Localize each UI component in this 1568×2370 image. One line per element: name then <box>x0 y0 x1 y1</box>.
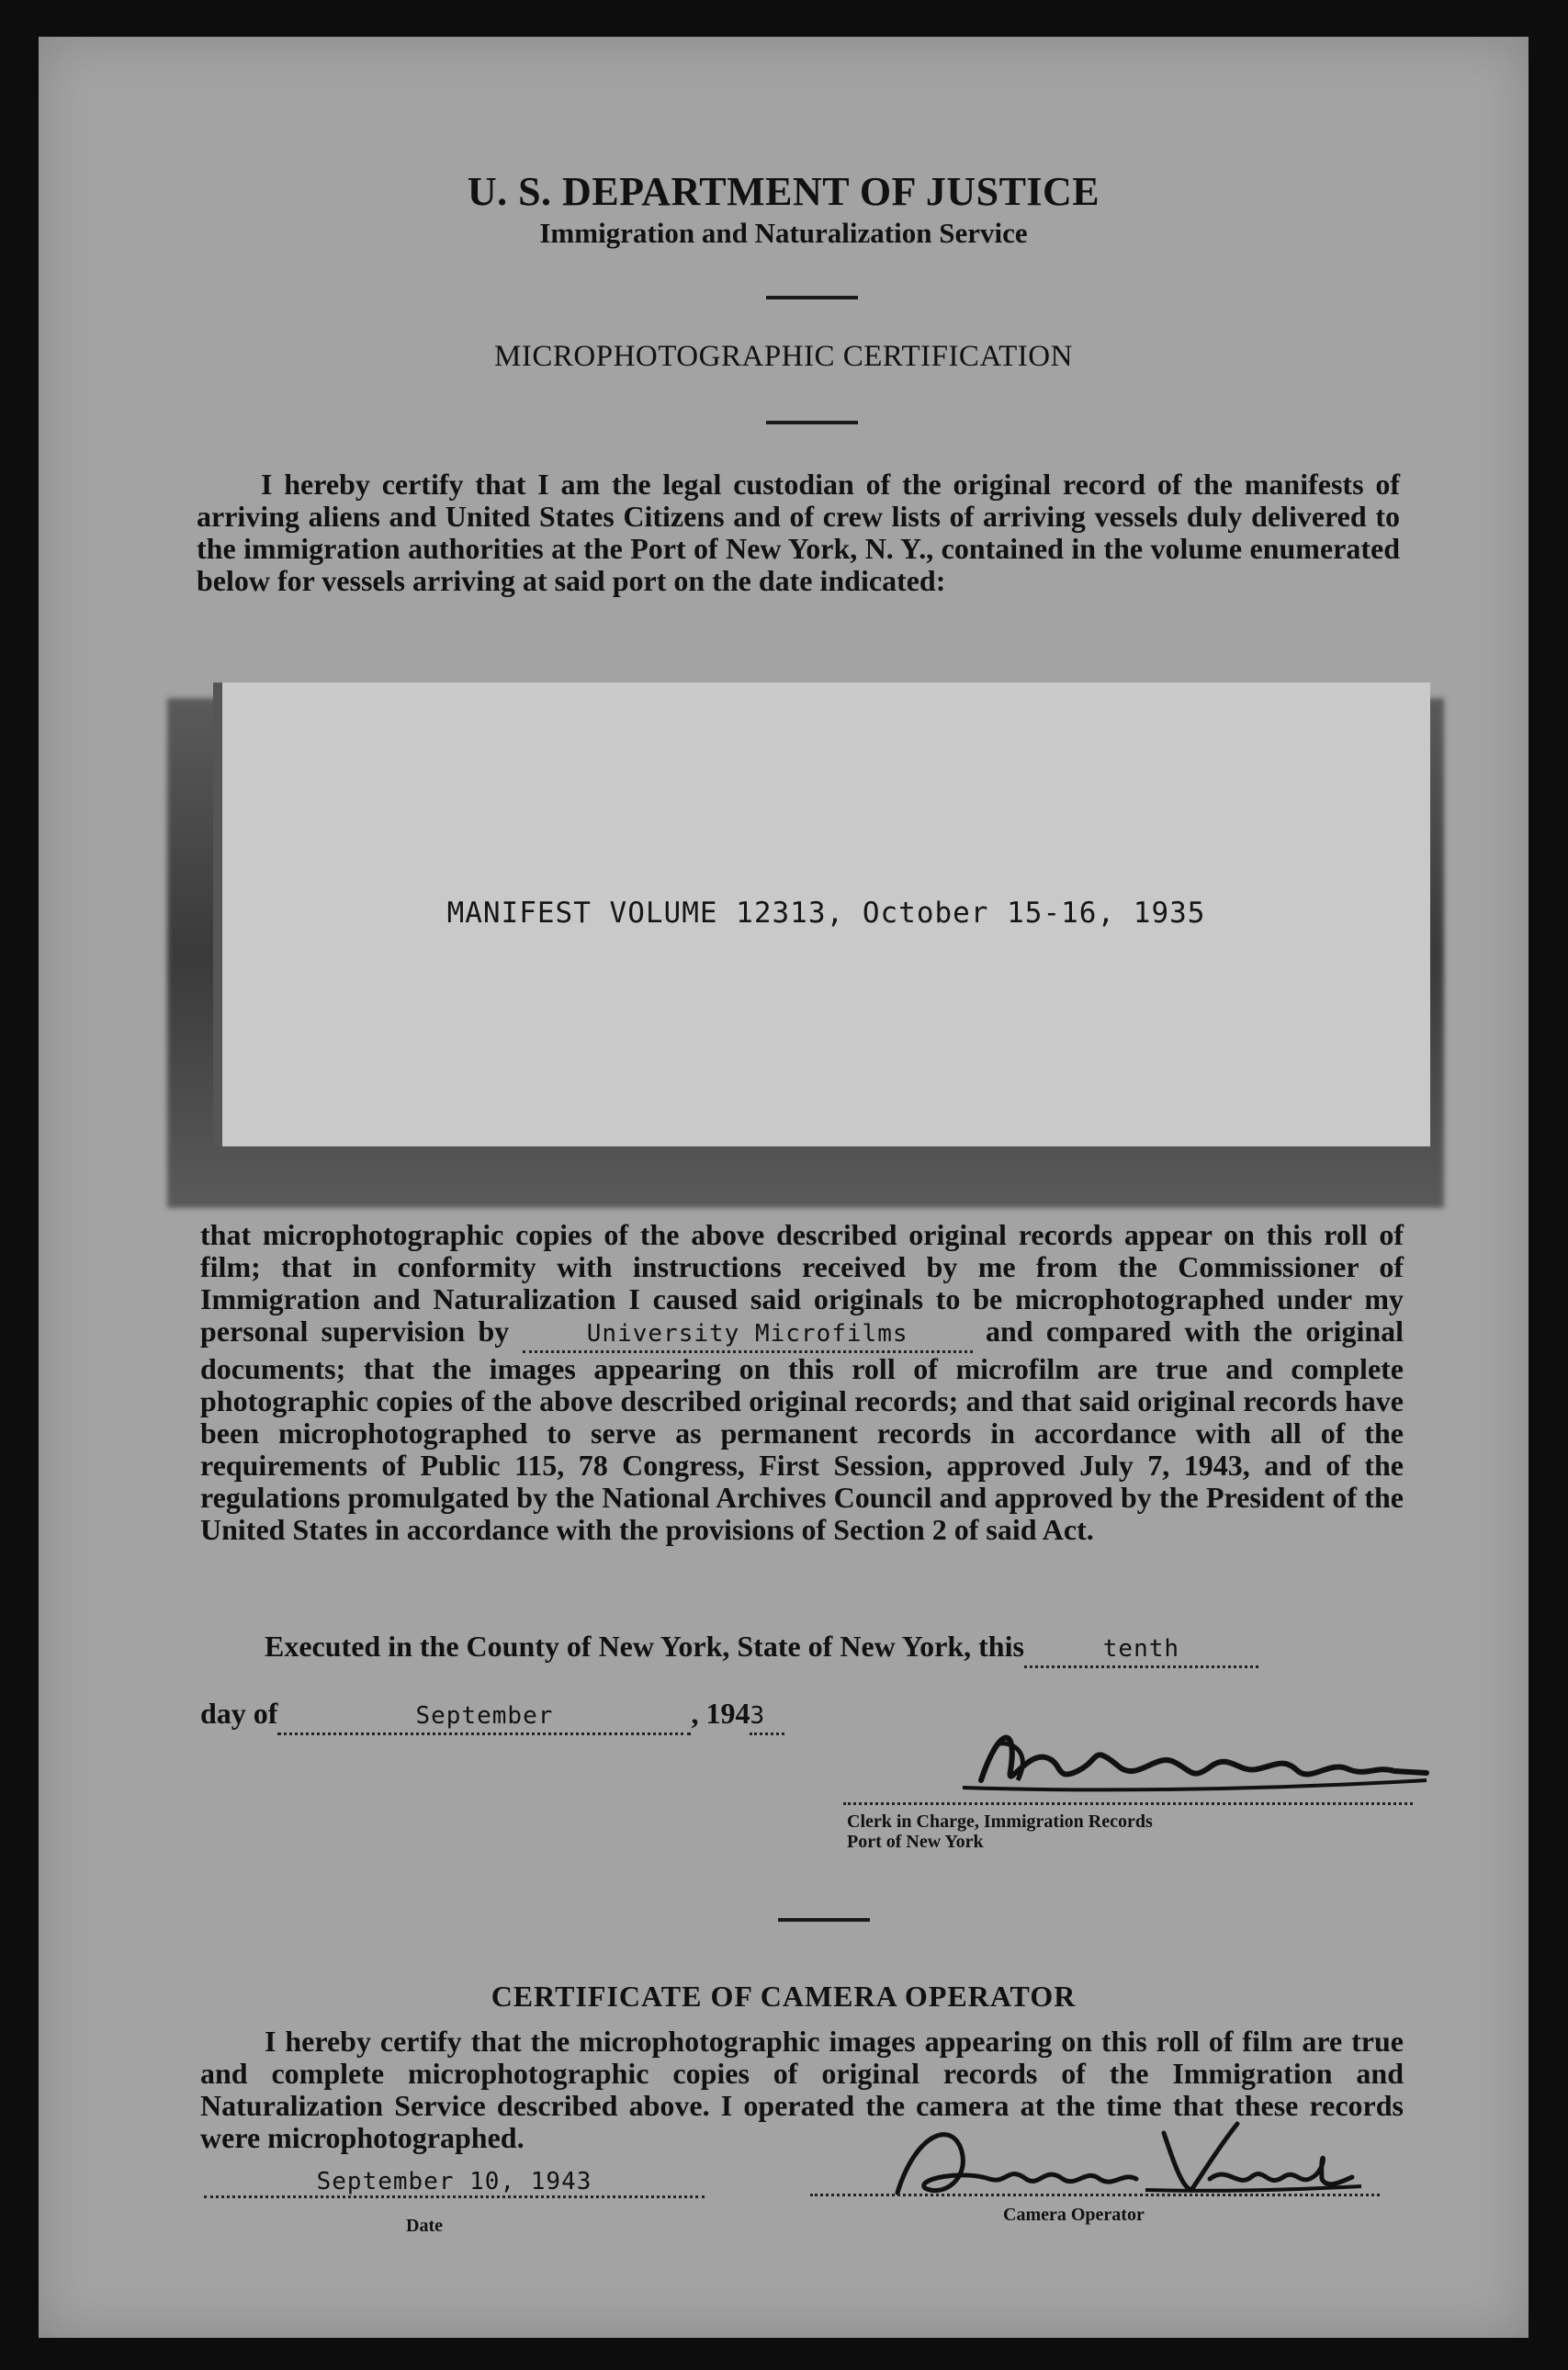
department-heading: U. S. DEPARTMENT OF JUSTICE <box>467 169 1100 214</box>
date-line <box>200 1698 1027 1735</box>
body-paragraph <box>200 1219 1404 1546</box>
supervisor-field <box>523 1315 973 1353</box>
day-of-label: day of <box>200 1697 278 1730</box>
certificate-page <box>39 37 1529 2338</box>
operator-date-field <box>204 2168 705 2198</box>
custodian-paragraph <box>197 468 1400 597</box>
operator-caption: Camera Operator <box>1003 2205 1145 2225</box>
supervisor-value: University Microfilms <box>586 1320 908 1348</box>
divider-rule <box>778 1918 870 1922</box>
certification-title: MICROPHOTOGRAPHIC CERTIFICATION <box>494 340 1073 373</box>
clerk-title: Clerk in Charge, Immigration Records <box>847 1811 1153 1832</box>
manifest-volume-label: MANIFEST VOLUME 12313, October 15-16, 1935 <box>446 897 1206 930</box>
manifest-card <box>213 683 1430 1146</box>
divider-rule <box>766 296 858 299</box>
camera-operator-heading: CERTIFICATE OF CAMERA OPERATOR <box>491 1980 1077 2013</box>
divider-rule <box>766 421 858 424</box>
day-value: tenth <box>1102 1635 1180 1663</box>
executed-line <box>200 1631 1404 1668</box>
year-prefix: , 194 <box>691 1697 750 1730</box>
body-text-part2: and compared with the original documents; that the images appearing on this roll of microfilm are true and complete photographic copies of the above described original records; and that said original records have been microphotographed to serve as permanent records in accordance with all of the requirements of Public 115, 78 Congress, First Session, approved July 7, 1943, and of the regulations promulgated by the National Archives Council and approved by the President of the United States in accordance with the provisions of Section 2 of said Act. <box>200 1315 1404 1546</box>
clerk-port: Port of New York <box>847 1832 984 1852</box>
date-caption: Date <box>406 2216 443 2236</box>
operator-signature <box>888 2115 1366 2206</box>
month-value: September <box>415 1702 554 1730</box>
custodian-text: I hereby certify that I am the legal custodian of the original record of the manifests of arriving aliens and United States Citizens and of crew lists of arriving vessels duly delivered to the immigration authorities at the Port of New York, N. Y., contained in the volume enumerated below for vessels arriving at said port on the date indicated: <box>197 468 1400 597</box>
camera-operator-text: I hereby certify that the microphotographic images appearing on this roll of film are true and complete microphotographic copies of original records of the Immigration and Naturalization Service described above. I operated the camera at the time that these records were microphotographed. <box>200 2025 1404 2154</box>
clerk-caption <box>847 1811 1153 1852</box>
service-subheading: Immigration and Naturalization Service <box>539 217 1028 249</box>
day-field <box>1024 1631 1258 1668</box>
body-text-part1: that microphotographic copies of the above described original records appear on this roll of film; that in conformity with instructions received by me from the Commissioner of Immigration and Naturalization I caused said originals to be microphotographed under my personal supervision by <box>200 1218 1404 1348</box>
operator-date-value: September 10, 1943 <box>316 2168 592 2195</box>
year-field <box>750 1698 784 1735</box>
year-digit: 3 <box>750 1702 766 1730</box>
month-field <box>277 1698 691 1735</box>
clerk-signature <box>963 1716 1440 1808</box>
executed-text: Executed in the County of New York, State of New York, this <box>265 1630 1024 1663</box>
